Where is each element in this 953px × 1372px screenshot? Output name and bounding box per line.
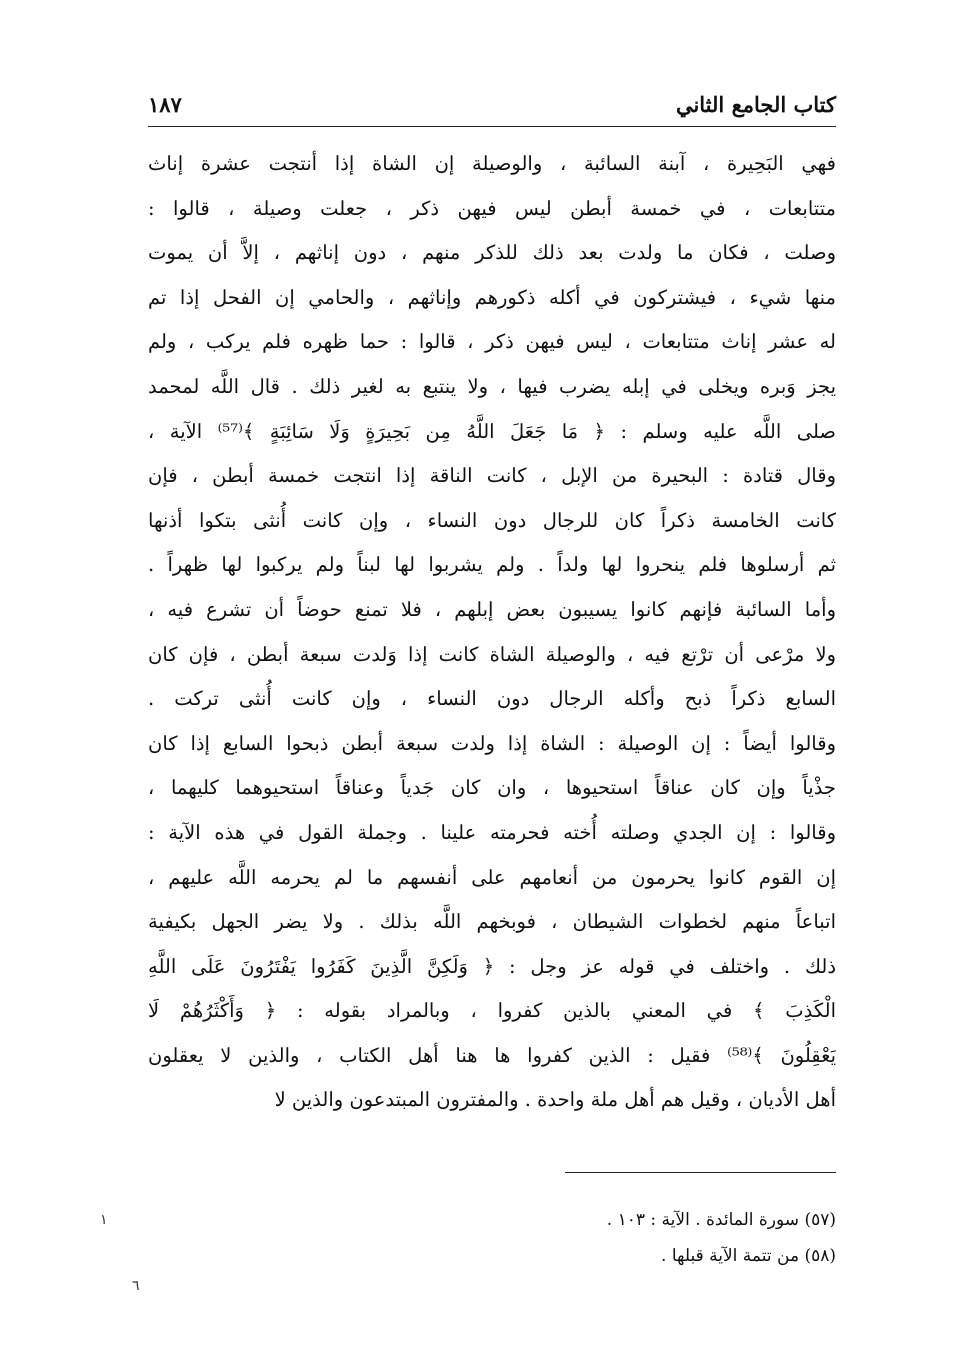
text-line: ولا مرْعى أن ترْتع فيه ، والوصيلة الشاة كانت إذا وَلدت سبعة أبطن ، فإن كان bbox=[148, 642, 836, 666]
footnote-58: (٥٨) من تتمة الآية قبلها . bbox=[661, 1246, 836, 1266]
text-line: له عشر إناث متتابعات ، ليس فيهن ذكر ، قالوا : حما ظهره فلم يركب ، ولم bbox=[148, 330, 836, 354]
text-line: منها شيء ، فيشتركون في أكله ذكورهم وإناثهم ، والحامي إن الفحل إذا تم bbox=[148, 285, 836, 309]
text-line: جذْياً وإن كان عناقاً استحيوها ، وان كان جَدياً وعناقاً استحيوهما كليهما ، bbox=[148, 776, 836, 800]
text-line: وقالوا : إن الجدي وصلته أُخته فحرمته علينا . وجملة القول في هذه الآية : bbox=[148, 820, 836, 844]
text-line: كانت الخامسة ذكراً كان للرجال دون النساء ، وإن كانت أُنثى بتكوا أذنها bbox=[148, 508, 836, 532]
footnote-57: (٥٧) سورة المائدة . الآية : ١٠٣ . bbox=[606, 1210, 836, 1230]
text-line: وصلت ، فكان ما ولدت بعد ذلك للذكر منهم ، دون إناثهم ، إلاَّ أن يموت bbox=[148, 241, 836, 265]
text-line: فهي البَحِيرة ، آبنة السائبة ، والوصيلة إن الشاة إذا أنتجت عشرة إناث bbox=[148, 152, 836, 175]
margin-mark-lower: ٦ bbox=[132, 1278, 140, 1294]
running-title: كتاب الجامع الثاني bbox=[675, 92, 836, 117]
text-line: السابع ذكراً ذبح وأكله الرجال دون النساء ، وإن كانت أُنثى تركت . bbox=[148, 687, 836, 711]
text-line: يَعْقِلُونَ ﴾⁽⁵⁸⁾ فقيل : الذين كفروا ها هنا أهل الكتاب ، والذين لا يعقلون bbox=[148, 1043, 836, 1067]
text-line: الْكَذِبَ ﴾ في المعني بالذين كفروا ، وبالمراد بقوله : ﴿ وَأَكْثَرُهُمْ لَا bbox=[148, 999, 836, 1023]
text-line: صلى اللَّه عليه وسلم : ﴿ مَا جَعَلَ اللَّهُ مِن بَحِيرَةٍ وَلَا سَائِبَةٍ ﴾⁽⁵⁷⁾ الآية ، bbox=[148, 419, 836, 443]
page-number: ١٨٧ bbox=[148, 92, 182, 117]
text-line: أهل الأديان ، وقيل هم أهل ملة واحدة . والمفترون المبتدعون والذين لا bbox=[274, 1088, 836, 1112]
text-line: يجز وَبره ويخلى في إبله يضرب فيها ، ولا ينتبع به لغير ذلك . قال اللَّه لمحمد bbox=[148, 374, 836, 398]
header-rule bbox=[148, 126, 836, 127]
text-line: اتباعاً منهم لخطوات الشيطان ، فوبخهم اللَّه بذلك . ولا يضر الجهل بكيفية bbox=[148, 910, 836, 934]
text-line: ذلك . واختلف في قوله عز وجل : ﴿ وَلَكِنَّ الَّذِينَ كَفَرُوا يَفْتَرُونَ عَلَى اللَّهِ bbox=[148, 954, 836, 978]
footnotes bbox=[380, 1202, 836, 1274]
page-header bbox=[148, 88, 836, 126]
text-line: ثم أرسلوها فلم ينحروا لها ولداً . ولم يشربوا لها لبناً ولم يركبوا لها ظهراً . bbox=[148, 553, 836, 577]
text-line: إن القوم كانوا يحرمون من أنعامهم على أنفسهم ما لم يحرمه اللَّه عليهم ، bbox=[148, 865, 836, 889]
margin-mark-upper: ١ bbox=[100, 1212, 108, 1228]
text-line: وقال قتادة : البحيرة من الإبل ، كانت الناقة إذا انتجت خمسة أبطن ، فإن bbox=[148, 464, 836, 488]
text-line: وقالوا أيضاً : إن الوصيلة : الشاة إذا ولدت سبعة أبطن ذبحوا السابع إذا كان bbox=[148, 731, 836, 755]
text-line: وأما السائبة فإنهم كانوا يسيبون بعض إبلهم ، فلا تمنع حوضاً أن تشرع فيه ، bbox=[148, 597, 836, 621]
footnote-rule bbox=[565, 1172, 836, 1173]
text-line: متتابعات ، في خمسة أبطن ليس فيهن ذكر ، جعلت وصيلة ، قالوا : bbox=[148, 196, 836, 220]
main-text bbox=[148, 142, 836, 1123]
